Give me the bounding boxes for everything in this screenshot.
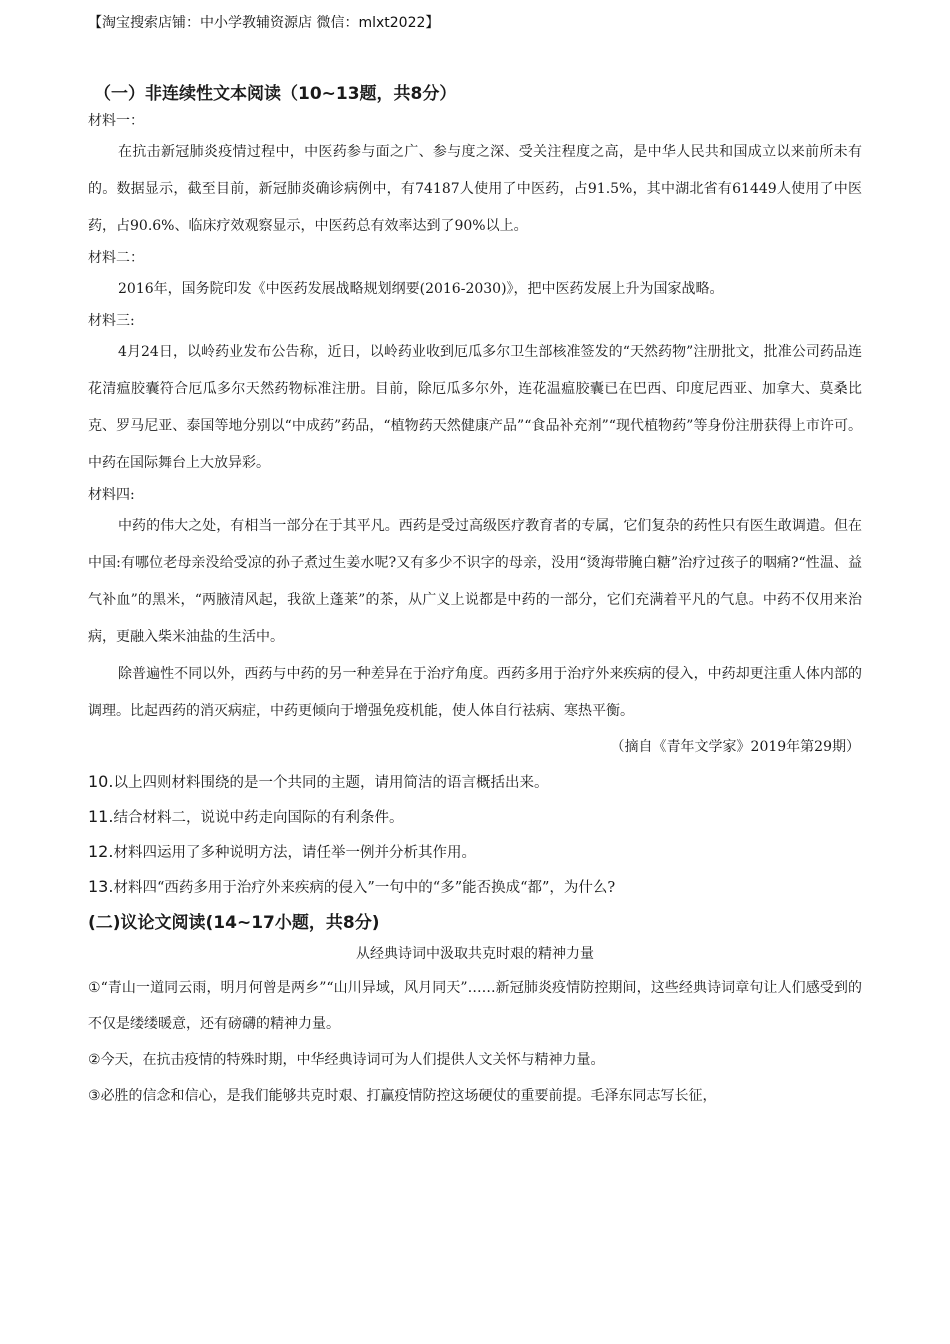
material-paragraph: 在抗击新冠肺炎疫情过程中，中医药参与面之广、参与度之深、受关注程度之高，是中华人民共和国成立以来前所未有的。数据显示，截至目前，新冠肺炎确诊病例中，有74187人使用了中医药，占91.5%，其中湖北省有61449人使用了中医药，占90.6%、临床疗效观察显示，中医药总有效率达到了90%以上。 bbox=[88, 144, 862, 234]
question-text: 结合材料二，说说中药走向国际的有利条件。 bbox=[113, 810, 404, 826]
question-text: 以上四则材料围绕的是一个共同的主题，请用简洁的语言概括出来。 bbox=[113, 775, 549, 791]
paragraph-text: 必胜的信念和信心，是我们能够共克时艰、打赢疫情防控这场硬仗的重要前提。毛泽东同志写长征， bbox=[100, 1088, 717, 1104]
source-citation: （摘自《青年文学家》2019年第29期） bbox=[610, 739, 860, 755]
material-paragraph: 2016年，国务院印发《中医药发展战略规划纲要(2016-2030)》，把中医药发展上升为国家战略。 bbox=[118, 281, 724, 297]
material-label: 材料二： bbox=[88, 250, 144, 266]
paragraph-number: ① bbox=[88, 980, 101, 996]
paragraph-number: ② bbox=[88, 1052, 101, 1068]
paragraph-text: “青山一道同云雨，明月何曾是两乡”“山川异域，风月同天”……新冠肺炎疫情防控期间，这些经典诗词章句让人们感受到的不仅是缕缕暖意，还有磅礴的精神力量。 bbox=[88, 980, 862, 1032]
material-label: 材料四: bbox=[88, 487, 135, 503]
header-note: 【淘宝搜索店铺：中小学教辅资源店 微信：mlxt2022】 bbox=[88, 15, 440, 31]
material-paragraph: 4月24日，以岭药业发布公告称，近日，以岭药业收到厄瓜多尔卫生部核准签发的“天然药物”注册批文，批准公司药品连花清瘟胶囊符合厄瓜多尔天然药物标准注册。目前，除厄瓜多尔外，连花温瘟胶囊已在巴西、印度尼西亚、加拿大、莫桑比克、罗马尼亚、泰国等地分别以“中成药”药品，“植物药天然健康产品”“食品补充剂”“现代植物药”等身份注册获得上市许可。中药在国际舞台上大放异彩。 bbox=[88, 344, 862, 471]
essay-paragraph bbox=[88, 1042, 862, 1078]
material-block bbox=[88, 308, 862, 482]
question-number: 11. bbox=[88, 807, 114, 826]
page-content bbox=[88, 80, 862, 1114]
material-paragraph: 中药的伟大之处，有相当一部分在于其平凡。西药是受过高级医疗教育者的专属，它们复杂的药性只有医生敢调遣。但在中国:有哪位老母亲没给受凉的孙子煮过生姜水呢?又有多少不识字的母亲，没用“烫海带腌白糖”治疗过孩子的咽痛?“性温、益气补血”的黑米，“两腋清风起，我欲上蓬莱”的茶，从广义上说都是中药的一部分，它们充满着平凡的气息。中药不仅用来治病，更融入柴米油盐的生活中。 bbox=[88, 518, 862, 645]
question-list bbox=[88, 764, 862, 904]
paragraph-number: ③ bbox=[88, 1088, 101, 1104]
question-text: 材料四运用了多种说明方法，请任举一例并分析其作用。 bbox=[113, 845, 476, 861]
essay-paragraph bbox=[88, 970, 862, 1042]
essay-paragraph bbox=[88, 1078, 862, 1114]
question-item bbox=[88, 869, 862, 904]
section-title-nonlinear-reading: （一）非连续性文本阅读（10~13题，共8分） bbox=[94, 84, 457, 104]
question-number: 10. bbox=[88, 772, 114, 791]
material-paragraph: 除普遍性不同以外，西药与中药的另一种差异在于治疗角度。西药多用于治疗外来疾病的侵入，中药却更注重人体内部的调理。比起西药的消灭病症，中药更倾向于增强免疫机能，使人体自行祛病、寒热平衡。 bbox=[88, 666, 862, 719]
question-item bbox=[88, 799, 862, 834]
material-label: 材料三: bbox=[88, 313, 135, 329]
question-number: 13. bbox=[88, 877, 114, 896]
material-block bbox=[88, 482, 862, 730]
question-item bbox=[88, 764, 862, 799]
material-label: 材料一： bbox=[88, 113, 144, 129]
paragraph-text: 今天，在抗击疫情的特殊时期，中华经典诗词可为人们提供人文关怀与精神力量。 bbox=[100, 1052, 605, 1068]
question-item bbox=[88, 834, 862, 869]
essay-title: 从经典诗词中汲取共克时艰的精神力量 bbox=[356, 946, 594, 962]
question-text: 材料四“西药多用于治疗外来疾病的侵入”一句中的“多”能否换成“都”，为什么? bbox=[113, 880, 616, 896]
material-block bbox=[88, 245, 862, 308]
section-title-argumentative-reading: (二)议论文阅读(14~17小题，共8分) bbox=[88, 913, 380, 933]
question-number: 12. bbox=[88, 842, 114, 861]
material-block bbox=[88, 108, 862, 245]
